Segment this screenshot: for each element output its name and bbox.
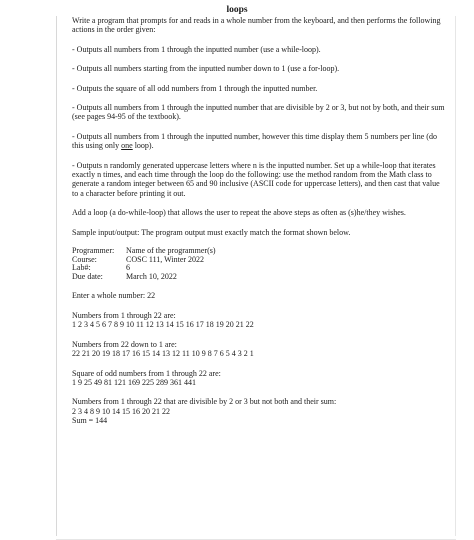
output-values: 1 9 25 49 81 121 169 225 289 361 441 [72, 377, 196, 387]
step-3: - Outputs the square of all odd numbers from 1 through the inputted number. [72, 83, 318, 93]
output-block-3 [72, 369, 447, 388]
info-key: Course: [72, 254, 97, 264]
info-row [72, 256, 216, 265]
emphasis-one: one [121, 141, 133, 151]
step-2: - Outputs all numbers starting from the inputted number down to 1 (use a for-loop). [72, 64, 340, 74]
document-title: loops [226, 5, 248, 15]
document-body [56, 16, 456, 536]
step-1: - Outputs all numbers from 1 through the inputted number (use a while-loop). [72, 44, 321, 54]
sample-prompt: Enter a whole number: 22 [72, 291, 156, 301]
output-heading: Numbers from 1 through 22 are: [72, 310, 176, 320]
step-5: - Outputs all numbers from 1 through the inputted number, however this time display them 5 numbers per line (do this using only one loop). [72, 131, 437, 151]
output-block-4 [72, 397, 447, 425]
sample-intro: Sample input/output: The program output must exactly match the format shown below. [72, 227, 351, 237]
loop-note: Add a loop (a do-while-loop) that allows the user to repeat the above steps as often as (s)he/they wishes. [72, 208, 406, 218]
info-value: COSC 111, Winter 2022 [126, 254, 205, 264]
step-6: - Outputs n randomly generated uppercase letters where n is the inputted number. Set up a while-loop that iterates exactly n times, and each time through the loop do the following: use the method random from the Math class to generate a random integer between 65 and 90 inclusive (ASCII code for uppercase letters), and then cast that value to a character before printing it out. [72, 160, 440, 198]
info-key: Lab#: [72, 263, 91, 273]
output-block-1 [72, 311, 447, 330]
output-block-2 [72, 340, 447, 359]
output-heading: Numbers from 22 down to 1 are: [72, 339, 177, 349]
info-table [72, 247, 216, 281]
info-key: Programmer: [72, 246, 115, 256]
info-value: 6 [126, 263, 130, 273]
info-row [72, 273, 216, 282]
info-value: March 10, 2022 [126, 271, 177, 281]
output-values: 22 21 20 19 18 17 16 15 14 13 12 11 10 9 8 7 6 5 4 3 2 1 [72, 349, 254, 359]
step-4: - Outputs all numbers from 1 through the inputted number that are divisible by 2 or 3, but not by both, and their sum (see pages 94-95 of the textbook). [72, 103, 445, 122]
output-values: 2 3 4 8 9 10 14 15 16 20 21 22 [72, 406, 170, 416]
output-heading: Numbers from 1 through 22 that are divisible by 2 or 3 but not both and their sum: [72, 397, 337, 407]
info-value: Name of the programmer(s) [126, 246, 216, 256]
intro-paragraph: Write a program that prompts for and reads in a whole number from the keyboard, and then performs the following actions in the order given: [72, 16, 441, 35]
info-key: Due date: [72, 271, 103, 281]
output-values: 1 2 3 4 5 6 7 8 9 10 11 12 13 14 15 16 17 18 19 20 21 22 [72, 320, 254, 330]
output-sum: Sum = 144 [72, 416, 108, 426]
output-heading: Square of odd numbers from 1 through 22 are: [72, 368, 221, 378]
